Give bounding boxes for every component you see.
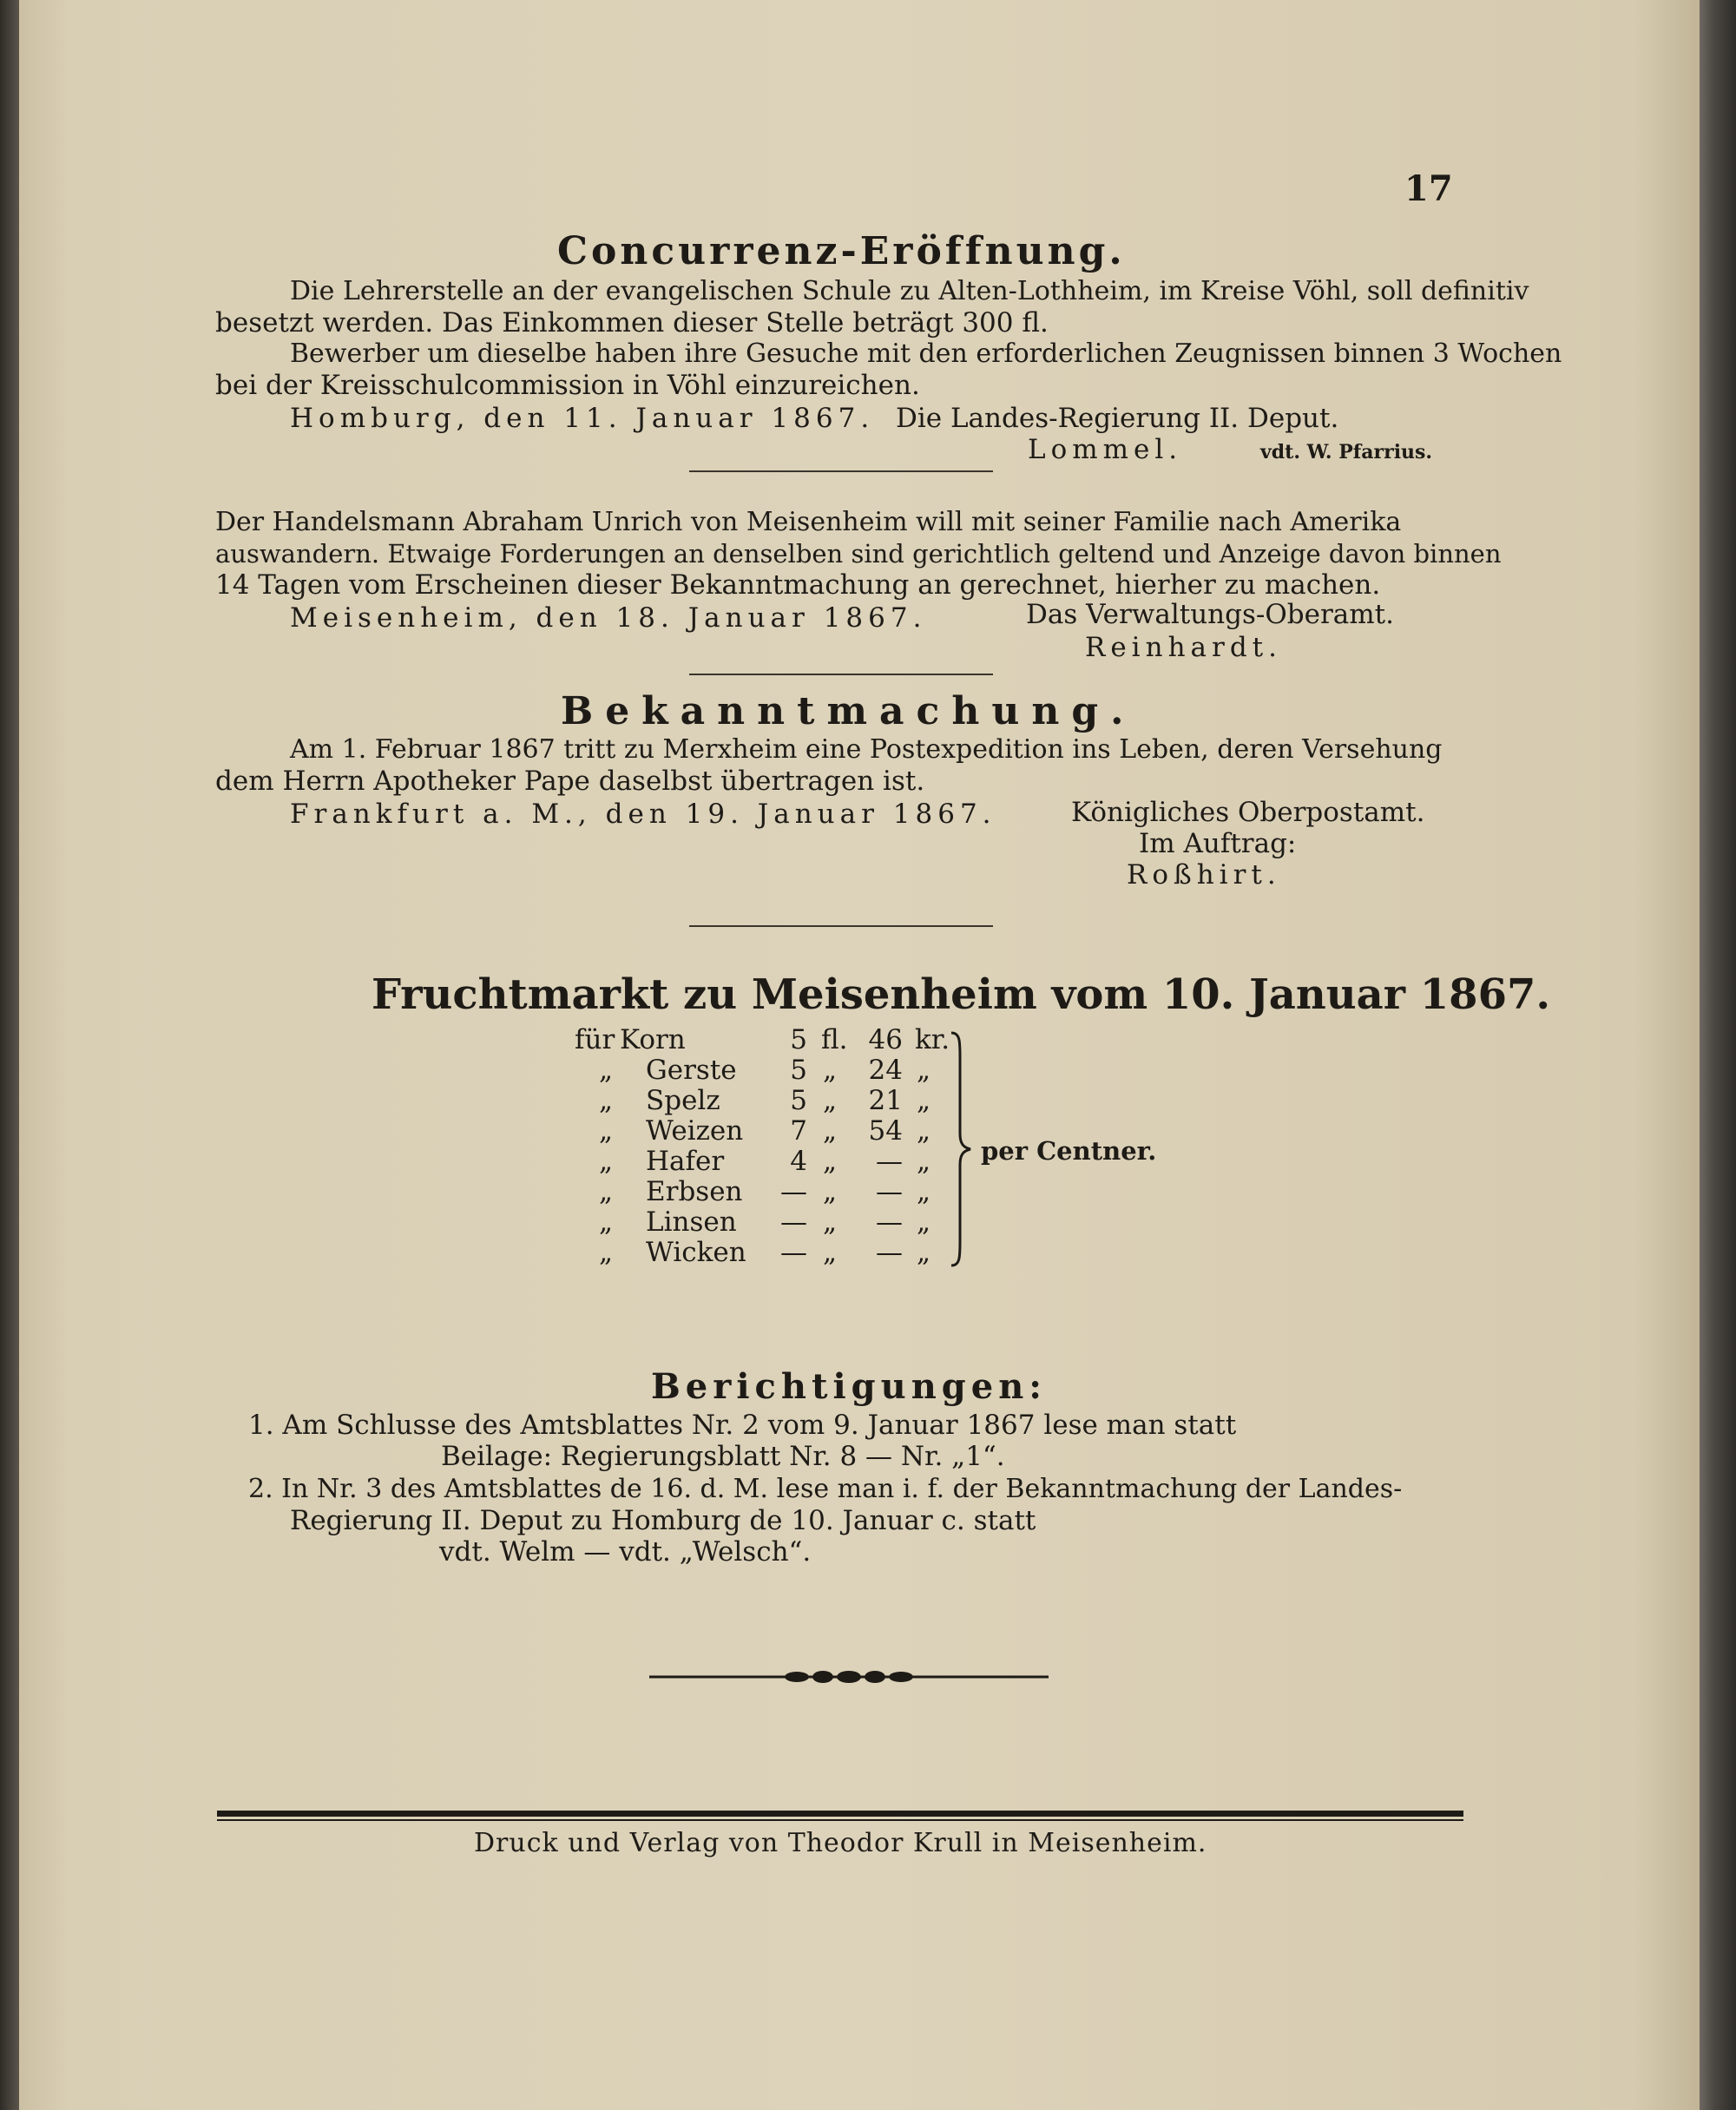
concurrenz-title: Concurrenz-Eröffnung. [557,229,1126,273]
row-fl-unit: „ [823,1055,838,1086]
price-row [575,1176,974,1206]
row-kr-unit: „ [917,1237,931,1268]
bekanntmachung-title: Bekanntmachung. [561,689,1136,733]
row-kr-unit: „ [917,1085,931,1116]
price-row [575,1115,974,1146]
separator-rule [689,674,993,675]
row-kr: 24 [868,1055,903,1086]
price-row [575,1055,974,1085]
page-number: 17 [1404,168,1453,209]
row-fl-unit: „ [823,1146,838,1177]
curly-brace [948,1031,974,1267]
row-item: Erbsen [646,1176,743,1207]
auswanderung-authority: Das Verwaltungs-Oberamt. [1026,599,1394,630]
separator-rule [689,470,993,472]
row-kr: 46 [868,1024,903,1055]
row-item: Hafer [646,1146,725,1177]
row-prefix: „ [599,1146,614,1177]
row-prefix: für [575,1024,615,1055]
berichtigung-1-line-1: 1. Am Schlusse des Amtsblattes Nr. 2 vom 9. Januar 1867 lese man statt [248,1410,1237,1441]
concurrenz-line-2: besetzt werden. Das Einkommen dieser Stelle beträgt 300 fl. [215,307,1049,339]
row-fl-unit: „ [823,1085,838,1116]
row-fl: — [780,1206,807,1238]
price-row [575,1146,974,1176]
row-item: Korn [620,1024,686,1055]
row-prefix: „ [599,1176,614,1207]
auswanderung-signature: Reinhardt. [1085,632,1282,663]
footer-imprint: Druck und Verlag von Theodor Krull in Meisenheim. [474,1828,1207,1858]
separator-rule [689,925,993,927]
auswanderung-line-1: Der Handelsmann Abraham Unrich von Meisenheim will mit seiner Familie nach Amerika [215,507,1402,537]
row-kr: 54 [868,1115,903,1147]
row-prefix: „ [599,1115,614,1147]
row-kr: — [876,1237,903,1268]
berichtigung-2-line-2: Regierung II. Deput zu Homburg de 10. Januar c. statt [290,1505,1036,1536]
fruchtmarkt-table [575,1024,974,1276]
bekanntmachung-line-1: Am 1. Februar 1867 tritt zu Merxheim eine Postexpedition ins Leben, deren Versehung [290,734,1443,765]
footer-rule-thin [217,1819,1463,1821]
row-prefix: „ [599,1237,614,1268]
row-item: Spelz [646,1085,720,1116]
bekanntmachung-authority: Königliches Oberpostamt. [1071,797,1425,828]
concurrenz-authority: Die Landes-Regierung II. Deput. [896,403,1339,434]
document-page [19,0,1700,2110]
concurrenz-place-date: Homburg, den 11. Januar 1867. [290,403,875,434]
row-item: Wicken [646,1237,746,1268]
row-item: Gerste [646,1055,737,1086]
fruchtmarkt-title: Fruchtmarkt zu Meisenheim vom 10. Januar 1867. [372,970,1551,1019]
bekanntmachung-auftrag: Im Auftrag: [1139,828,1297,859]
bekanntmachung-line-2: dem Herrn Apotheker Pape daselbst übertragen ist. [215,766,925,797]
berichtigung-2-line-1: 2. In Nr. 3 des Amtsblattes de 16. d. M. lese man i. f. der Bekanntmachung der Landes- [248,1474,1403,1504]
concurrenz-line-4: bei der Kreisschulcommission in Vöhl einzureichen. [215,370,920,401]
concurrenz-line-3: Bewerber um dieselbe haben ihre Gesuche mit den erforderlichen Zeugnissen binnen 3 Wochen [290,339,1562,369]
row-fl-unit: „ [823,1237,838,1268]
row-kr-unit: „ [917,1146,931,1177]
row-kr-unit: „ [917,1055,931,1086]
row-fl: 7 [790,1115,807,1147]
berichtigung-1-line-2: Beilage: Regierungsblatt Nr. 8 — Nr. „1“. [441,1441,1005,1472]
row-kr-unit: „ [917,1115,931,1147]
row-prefix: „ [599,1206,614,1238]
auswanderung-line-2: auswandern. Etwaige Forderungen an denselben sind gerichtlich geltend und Anzeige davon binnen [215,539,1502,569]
footer-rule-thick [217,1811,1463,1817]
berichtigung-2-line-3: vdt. Welm — vdt. „Welsch“. [439,1536,812,1568]
fruchtmarkt-unit-note: per Centner. [981,1136,1157,1166]
row-kr-unit: „ [917,1206,931,1238]
row-fl-unit: „ [823,1115,838,1147]
row-fl: 5 [790,1024,807,1055]
row-kr: 21 [868,1085,903,1116]
row-fl-unit: „ [823,1206,838,1238]
row-kr: — [876,1176,903,1207]
row-kr: — [876,1206,903,1238]
price-row [575,1206,974,1237]
row-prefix: „ [599,1085,614,1116]
row-item: Linsen [646,1206,737,1238]
concurrenz-signature: Lommel. [1028,434,1183,465]
row-prefix: „ [599,1055,614,1086]
bekanntmachung-place-date: Frankfurt a. M., den 19. Januar 1867. [290,799,996,830]
auswanderung-place-date: Meisenheim, den 18. Januar 1867. [290,602,927,634]
price-row [575,1024,974,1055]
row-kr-unit: kr. [915,1024,950,1055]
row-fl: 5 [790,1085,807,1116]
book-edge [1700,0,1736,2110]
concurrenz-line-1: Die Lehrerstelle an der evangelischen Schule zu Alten-Lothheim, im Kreise Vöhl, soll definitiv [290,276,1529,306]
row-fl: — [780,1237,807,1268]
row-fl: 4 [790,1146,807,1177]
auswanderung-line-3: 14 Tagen vom Erscheinen dieser Bekanntmachung an gerechnet, hierher zu machen. [215,569,1381,601]
bekanntmachung-signature: Roßhirt. [1127,859,1281,891]
concurrenz-countersign: vdt. W. Pfarrius. [1260,441,1433,463]
price-row [575,1237,974,1267]
row-fl-unit: „ [823,1176,838,1207]
row-item: Weizen [646,1115,744,1147]
row-kr: — [876,1146,903,1177]
row-kr-unit: „ [917,1176,931,1207]
price-row [575,1085,974,1115]
book-spine [0,0,19,2110]
berichtigungen-title: Berichtigungen: [651,1366,1048,1407]
row-fl-unit: fl. [821,1024,848,1055]
row-fl: — [780,1176,807,1207]
row-fl: 5 [790,1055,807,1086]
ornament-divider [649,1666,1049,1687]
